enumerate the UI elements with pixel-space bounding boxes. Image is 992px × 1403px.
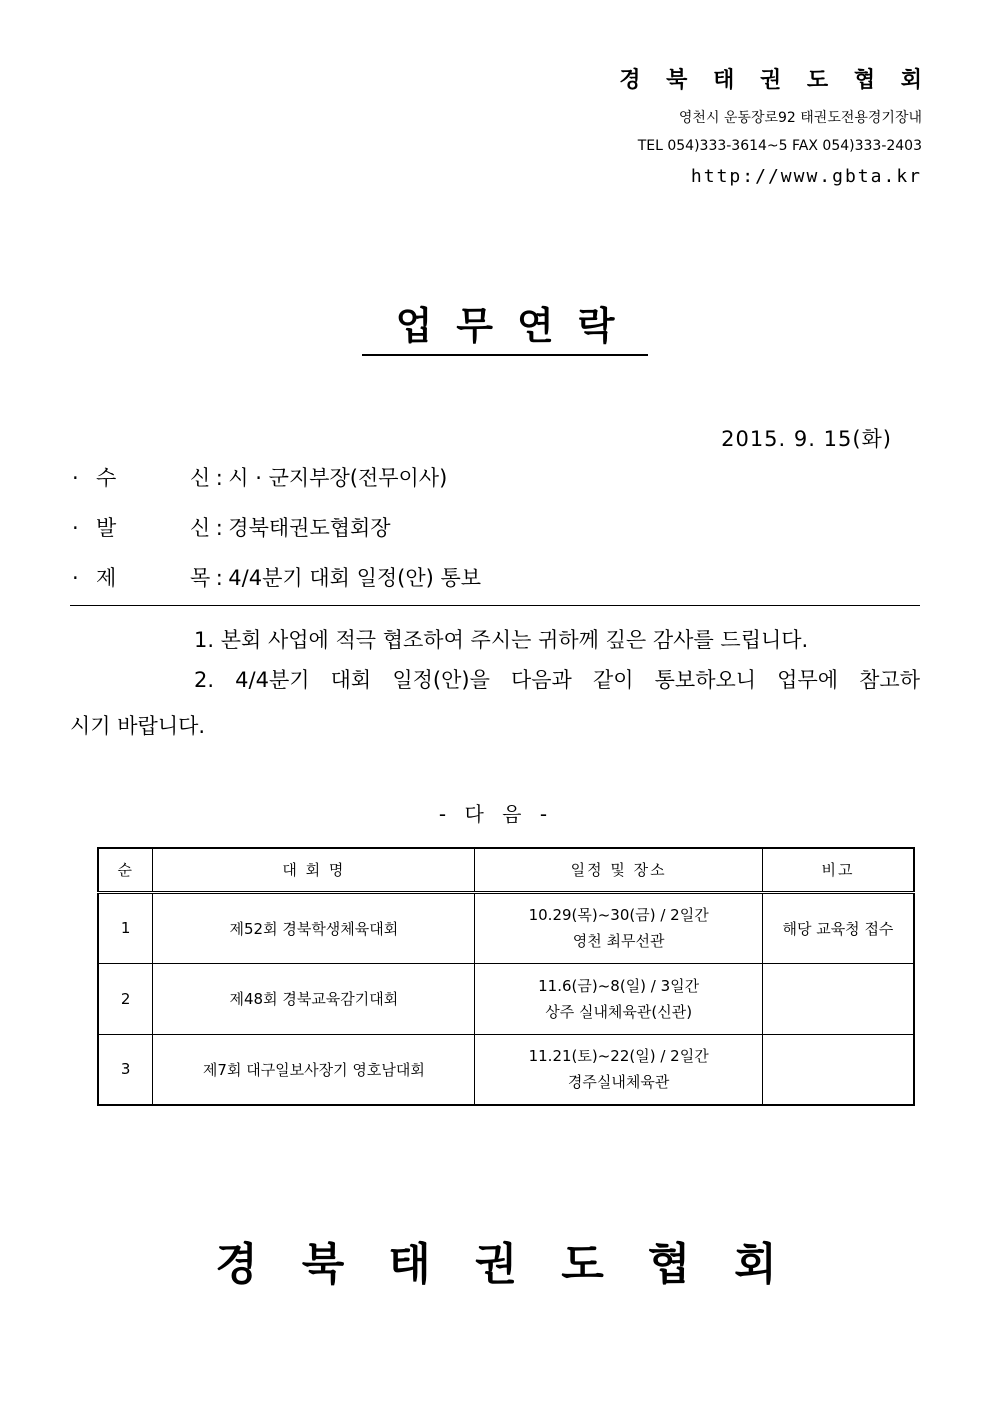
- cell-name: 제48회 경북교육감기대회: [153, 963, 475, 1034]
- meta-label-start: 제: [96, 566, 117, 590]
- meta-recipient: [72, 462, 447, 492]
- schedule-table: [97, 847, 915, 1106]
- col-header-no: 순: [98, 848, 153, 892]
- cell-note: [762, 1034, 914, 1105]
- letterhead-contact: TEL 054)333-3614~5 FAX 054)333-2403: [637, 138, 922, 154]
- meta-colon: :: [215, 466, 223, 490]
- meta-label-start: 수: [96, 466, 117, 490]
- cell-venue: 영천 최무선관: [572, 932, 665, 950]
- meta-bullet: ·: [72, 466, 79, 490]
- cell-schedule: [475, 963, 762, 1034]
- section-heading: - 다 음 -: [438, 802, 554, 826]
- meta-subject: [72, 562, 481, 592]
- meta-divider: [70, 605, 920, 606]
- cell-note: 해당 교육청 접수: [762, 892, 914, 963]
- cell-date: 10.29(목)~30(금) / 2일간: [528, 906, 709, 924]
- footer-org-name: 경북태권도협회: [215, 1239, 821, 1290]
- letterhead: [619, 62, 931, 198]
- cell-venue: 상주 실내체육관(신관): [545, 1002, 693, 1021]
- title-underline: [362, 354, 648, 356]
- cell-schedule: [475, 1034, 762, 1105]
- cell-name: 제7회 대구일보사장기 영호남대회: [153, 1034, 475, 1105]
- cell-no: 1: [98, 892, 153, 963]
- cell-no: 3: [98, 1034, 153, 1105]
- meta-bullet: ·: [72, 516, 79, 540]
- col-header-name: 대 회 명: [153, 848, 475, 892]
- meta-colon: :: [215, 566, 223, 590]
- col-header-note: 비고: [762, 848, 914, 892]
- body-paragraph-2: 2. 4/4분기 대회 일정(안)을 다음과 같이 통보하오니 업무에 참고하: [194, 668, 920, 692]
- meta-value: 4/4분기 대회 일정(안) 통보: [228, 566, 482, 590]
- meta-label-end: 목: [190, 566, 211, 590]
- letterhead-org-name: 경 북 태 권 도 협 회: [619, 68, 931, 93]
- meta-label-end: 신: [190, 516, 211, 540]
- table-row: [98, 1034, 914, 1105]
- meta-value: 경북태권도협회장: [228, 516, 391, 540]
- meta-label-end: 신: [190, 466, 211, 490]
- table-header-row: [98, 848, 914, 892]
- meta-value: 시 · 군지부장(전무이사): [228, 466, 448, 490]
- document-date: 2015. 9. 15(화): [721, 427, 892, 451]
- cell-venue: 경주실내체육관: [567, 1073, 670, 1092]
- meta-colon: :: [215, 516, 223, 540]
- cell-date: 11.21(토)~22(일) / 2일간: [528, 1047, 709, 1066]
- cell-no: 2: [98, 963, 153, 1034]
- cell-name: 제52회 경북학생체육대회: [153, 892, 475, 963]
- meta-bullet: ·: [72, 566, 79, 590]
- letterhead-address: 영천시 운동장로92 태권도전용경기장내: [678, 110, 922, 126]
- cell-schedule: [475, 892, 762, 963]
- table-row: [98, 963, 914, 1034]
- body-paragraph-2-continued: 시기 바랍니다.: [70, 714, 206, 738]
- cell-note: [762, 963, 914, 1034]
- meta-sender: [72, 512, 391, 542]
- body-paragraph-1: 1. 본회 사업에 적극 협조하여 주시는 귀하께 깊은 감사를 드립니다.: [194, 628, 809, 652]
- col-header-schedule: 일정 및 장소: [475, 848, 762, 892]
- letterhead-url[interactable]: http://www.gbta.kr: [690, 166, 922, 187]
- meta-label-start: 발: [96, 516, 117, 540]
- table-row: [98, 892, 914, 963]
- cell-date: 11.6(금)~8(일) / 3일간: [538, 976, 700, 995]
- document-title: 업무연락: [395, 304, 639, 348]
